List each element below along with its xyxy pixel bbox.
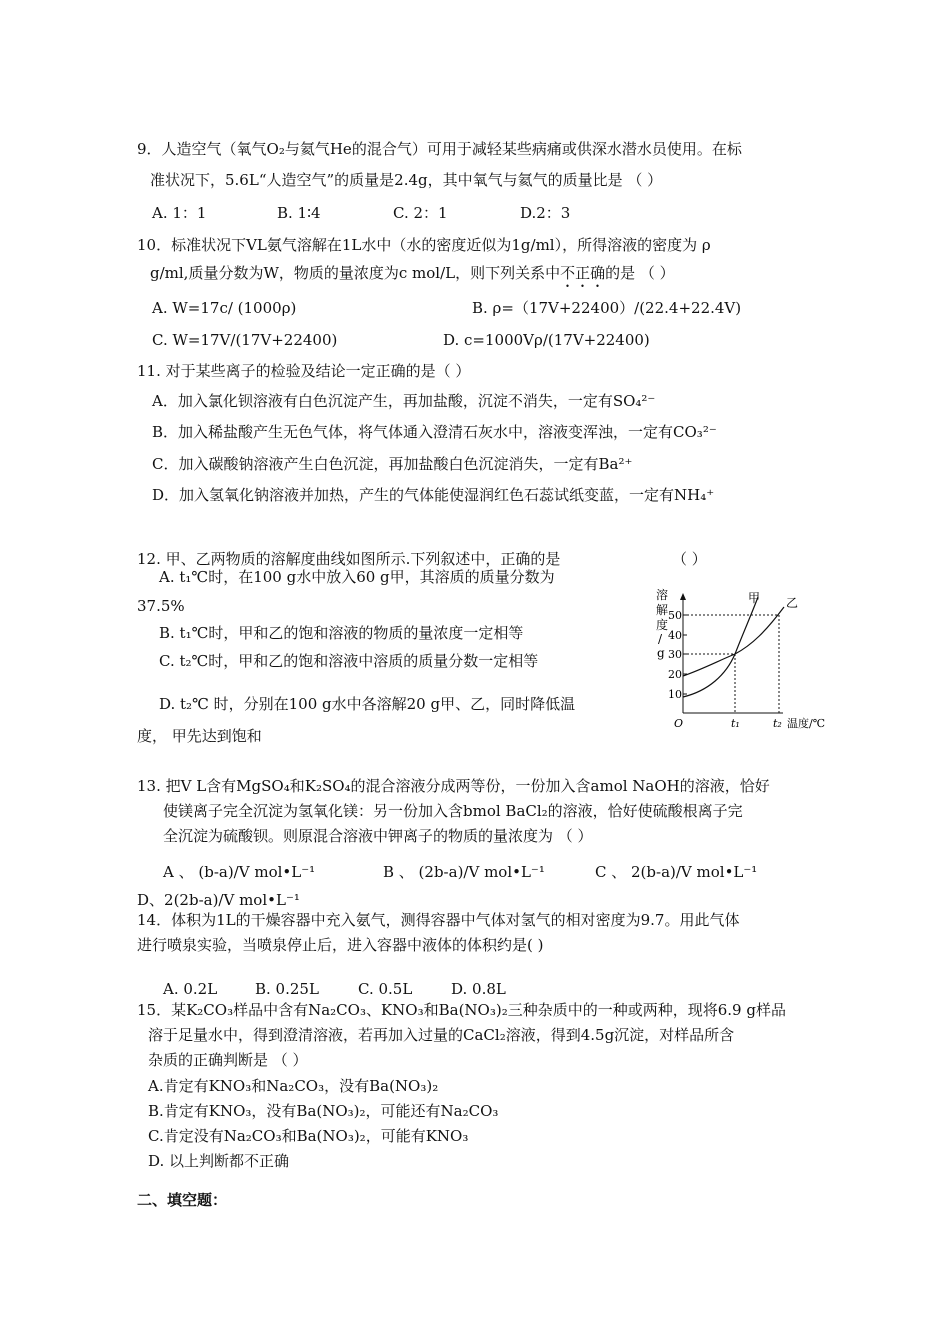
figure-ylabel-2: 度 <box>656 618 669 632</box>
q11-option-c: C．加入碳酸钠溶液产生白色沉淀，再加盐酸白色沉淀消失，一定有Ba²⁺ <box>152 455 633 473</box>
section-heading-fill-in: 二、填空题： <box>137 1191 228 1209</box>
q9-option-d: D.2：3 <box>520 204 571 222</box>
q10-line2 <box>150 263 675 291</box>
solubility-figure <box>648 585 828 735</box>
q14-option-b: B. 0.25L <box>255 980 319 998</box>
q10-line2-end: 的是 （ ） <box>605 264 675 282</box>
q15-option-a: A.肯定有KNO₃和Na₂CO₃，没有Ba(NO₃)₂ <box>148 1077 439 1095</box>
ytick-label-30: 30 <box>668 648 682 661</box>
q12-option-b: B. t₁℃时，甲和乙的饱和溶液的物质的量浓度一定相等 <box>159 624 524 642</box>
q15-line2: 溶于足量水中，得到澄清溶液，若再加入过量的CaCl₂溶液，得到4.5g沉淀，对样品所含 <box>148 1026 735 1044</box>
curve-label-jia: 甲 <box>748 591 761 605</box>
xtick-label-t1: t₁ <box>731 717 740 730</box>
q9-line1: 9．人造空气（氧气O₂与氦气He的混合气）可用于减轻某些病痛或供深水潜水员使用。在标 <box>137 140 742 158</box>
q13-line1: 13. 把V L含有MgSO₄和K₂SO₄的混合溶液分成两等份，一份加入含amol NaOH的溶液，恰好 <box>137 777 770 795</box>
q11-option-b: B．加入稀盐酸产生无色气体，将气体通入澄清石灰水中，溶液变浑浊，一定有CO₃²⁻ <box>152 423 717 441</box>
figure-ylabel-4: g <box>657 646 665 660</box>
q11-option-d: D．加入氢氧化钠溶液并加热，产生的气体能使湿润红色石蕊试纸变蓝，一定有NH₄⁺ <box>152 486 715 504</box>
q9-line2: 准状况下，5.6L“人造空气”的质量是2.4g，其中氧气与氦气的质量比是 （ ） <box>150 171 663 189</box>
q15-option-b: B.肯定有KNO₃，没有Ba(NO₃)₂，可能还有Na₂CO₃ <box>148 1102 499 1120</box>
q12-option-c: C. t₂℃时，甲和乙的饱和溶液中溶质的质量分数一定相等 <box>159 652 539 670</box>
q13-option-d: D、2(2b-a)/V mol•L⁻¹ <box>137 891 300 909</box>
q10-line2-text: g/ml,质量分数为W，物质的量浓度为c mol/L，则下列关系中 <box>150 264 561 282</box>
q9-option-a: A. 1：1 <box>152 204 207 222</box>
ytick-label-40: 40 <box>668 629 682 642</box>
q10-line1: 10．标准状况下VL氨气溶解在1L水中（水的密度近似为1g/ml），所得溶液的密度为 ρ <box>137 236 711 254</box>
q15-option-d: D. 以上判断都不正确 <box>148 1152 290 1170</box>
q10-option-c: C. W=17V/(17V+22400) <box>152 331 338 349</box>
ytick-label-20: 20 <box>668 668 682 681</box>
figure-ylabel-1: 解 <box>656 603 669 617</box>
q11-stem: 11. 对于某些离子的检验及结论一定正确的是（ ） <box>137 362 471 380</box>
ytick-label-10: 10 <box>668 688 682 701</box>
q10-option-a: A. W=17c/ (1000ρ) <box>152 299 297 317</box>
q9-option-c: C. 2：1 <box>393 204 448 222</box>
curve-label-yi: 乙 <box>786 596 799 610</box>
q12-option-a-line1: A. t₁℃时，在100 g水中放入60 g甲，其溶质的质量分数为 <box>159 568 555 586</box>
q13-option-a: A 、 (b-a)/V mol•L⁻¹ <box>163 863 316 881</box>
q13-option-b: B 、 (2b-a)/V mol•L⁻¹ <box>383 863 545 881</box>
q13-line2: 使镁离子完全沉淀为氢氧化镁：另一份加入含bmol BaCl₂的溶液，恰好使硫酸根离子完 <box>163 802 743 820</box>
q14-option-c: C. 0.5L <box>358 980 413 998</box>
xaxis-label: 温度/℃ <box>787 717 826 730</box>
q13-option-c: C 、 2(b-a)/V mol•L⁻¹ <box>595 863 758 881</box>
q15-line1: 15．某K₂CO₃样品中含有Na₂CO₃、KNO₃和Ba(NO₃)₂三种杂质中的一种或两种，现将6.9 g样品 <box>137 1001 786 1019</box>
q14-option-a: A. 0.2L <box>163 980 218 998</box>
q13-line3: 全沉淀为硫酸钡。则原混合溶液中钾离子的物质的量浓度为 （ ） <box>163 827 593 845</box>
q11-option-a: A．加入氯化钡溶液有白色沉淀产生，再加盐酸，沉淀不消失，一定有SO₄²⁻ <box>152 392 656 410</box>
q15-line3: 杂质的正确判断是 （ ） <box>148 1051 308 1069</box>
q10-emphasis: 不正确 <box>560 264 606 282</box>
figure-ylabel-3: / <box>658 632 663 646</box>
q12-option-d-line2: 度， 甲先达到饱和 <box>137 727 262 745</box>
q15-option-c: C.肯定没有Na₂CO₃和Ba(NO₃)₂，可能有KNO₃ <box>148 1127 469 1145</box>
q9-option-b: B. 1∶4 <box>277 204 321 222</box>
origin-label: O <box>674 717 684 730</box>
q12-option-d-line1: D. t₂℃ 时，分别在100 g水中各溶解20 g甲、乙，同时降低温 <box>159 695 576 713</box>
q14-line2: 进行喷泉实验，当喷泉停止后，进入容器中液体的体积约是( ) <box>137 936 544 954</box>
xtick-label-t2: t₂ <box>773 717 782 730</box>
q12-option-a-line2: 37.5% <box>137 597 185 615</box>
q12-answer-paren: （ ） <box>672 550 707 568</box>
q12-stem: 12. 甲、乙两物质的溶解度曲线如图所示.下列叙述中，正确的是 <box>137 550 561 568</box>
q14-line1: 14．体积为1L的干燥容器中充入氨气，测得容器中气体对氢气的相对密度为9.7。用此气体 <box>137 911 740 929</box>
curve-yi <box>683 607 784 676</box>
q10-option-d: D. c=1000Vρ/(17V+22400) <box>443 331 650 349</box>
q14-option-d: D. 0.8L <box>451 980 506 998</box>
y-axis-arrow <box>680 593 686 600</box>
ytick-label-50: 50 <box>668 609 682 622</box>
q10-option-b: B. ρ=（17V+22400）/(22.4+22.4V) <box>472 299 742 317</box>
figure-ylabel-0: 溶 <box>656 588 669 602</box>
